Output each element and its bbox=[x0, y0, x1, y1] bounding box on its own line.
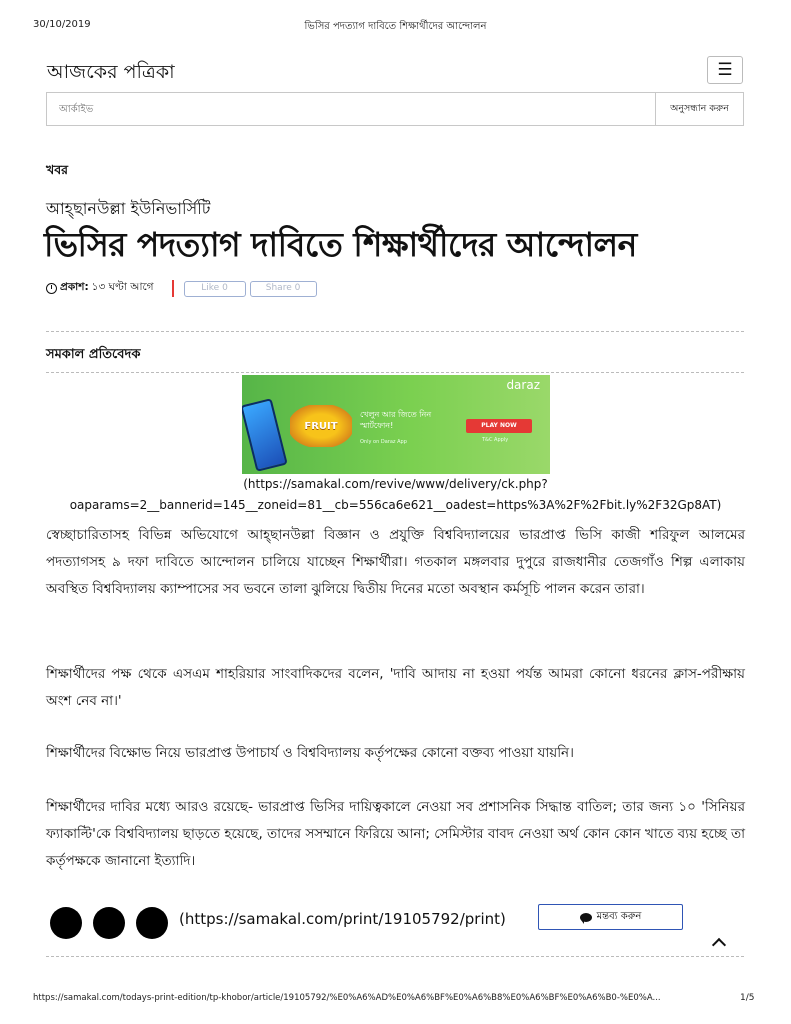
divider bbox=[46, 956, 744, 957]
ad-text: খেলুন আর জিতে নিন স্মার্টফোন! bbox=[360, 410, 432, 430]
ad-banner[interactable] bbox=[242, 375, 550, 474]
like-button[interactable]: Like 0 bbox=[184, 281, 246, 297]
share-circle-icon[interactable] bbox=[136, 907, 168, 939]
print-page-title: ভিসির পদত্যাগ দাবিতে শিক্ষার্থীদের আন্দোলন bbox=[304, 21, 487, 32]
search-bar bbox=[46, 92, 744, 126]
print-link[interactable]: (https://samakal.com/print/19105792/print) bbox=[179, 910, 506, 928]
scroll-top-button[interactable] bbox=[709, 934, 729, 950]
ad-brand: daraz bbox=[506, 378, 540, 392]
article-paragraph: শিক্ষার্থীদের দাবির মধ্যে আরও রয়েছে- ভারপ্রাপ্ত ভিসির দায়িত্বকালে নেওয়া সব প্রশাসনিক সিদ্ধান্ত বাতিল; তার জন্য ১০ 'সিনিয়র ফ্যাকাল্টি'কে বিশ্ববিদ্যালয় ছাড়তে হয়েছে, তাদের সসম্মানে ফিরিয়ে আনা; সেমিস্টার বাবদ নেওয়া অর্থ কোন কোন খাতে ব্যয় হচ্ছে তা কর্তৃপক্ষকে জানানো ইত্যাদি। bbox=[46, 799, 745, 869]
hamburger-icon: ☰ bbox=[717, 59, 733, 80]
article-paragraph: স্বেচ্ছাচারিতাসহ বিভিন্ন অভিযোগে আহ্ছানউল্লা বিজ্ঞান ও প্রযুক্তি বিশ্ববিদ্যালয়ের ভারপ্রাপ্ত ভিসি কাজী শরিফুল আলমের পদত্যাগসহ ৯ দফা দাবিতে আন্দোলন চালিয়ে যাচ্ছেন শিক্ষার্থীরা। গতকাল মঙ্গলবার দুপুরে রাজধানীর তেজগাঁও শিল্প এলাকায় অবস্থিত বিশ্ববিদ্যালয় ক্যাম্পাসের সব ভবনে তালা ঝুলিয়ে দ্বিতীয় দিনের মতো অবস্থান কর্মসূচি পালন করেন তারা। bbox=[46, 527, 745, 597]
category-label[interactable]: খবর bbox=[46, 162, 69, 177]
search-button[interactable]: অনুসন্ধান করুন bbox=[655, 93, 743, 125]
share-circle-icon[interactable] bbox=[50, 907, 82, 939]
ad-terms-text: T&C Apply bbox=[482, 437, 509, 443]
chevron-up-icon bbox=[712, 937, 726, 951]
menu-button[interactable] bbox=[707, 56, 743, 84]
search-input[interactable] bbox=[47, 93, 655, 125]
meta-divider bbox=[172, 280, 174, 297]
clock-icon bbox=[46, 283, 57, 294]
published-time: ১৩ ঘণ্টা আগে bbox=[91, 281, 154, 293]
comment-label: মন্তব্য করুন bbox=[596, 910, 642, 922]
print-footer-url: https://samakal.com/todays-print-edition/tp-khobor/article/19105792/%E0%A6%AD%E0%A6%BF%E0%A6%B8%E0%A6%BF%E0%A6%B0-%E0%A... bbox=[33, 993, 661, 1003]
comment-icon bbox=[580, 913, 592, 922]
page-number: 1/5 bbox=[740, 993, 755, 1003]
article-headline: ভিসির পদত্যাগ দাবিতে শিক্ষার্থীদের আন্দোলন bbox=[44, 225, 637, 264]
divider bbox=[46, 331, 744, 332]
game-logo bbox=[290, 405, 352, 447]
divider bbox=[46, 372, 744, 373]
share-button[interactable]: Share 0 bbox=[250, 281, 317, 297]
comment-button[interactable] bbox=[538, 904, 683, 930]
site-name[interactable]: আজকের পত্রিকা bbox=[47, 61, 175, 83]
share-icons bbox=[50, 907, 168, 939]
ad-small-text: Only on Daraz App bbox=[360, 439, 407, 445]
article-paragraph: শিক্ষার্থীদের পক্ষ থেকে এসএম শাহরিয়ার সাংবাদিকদের বলেন, 'দাবি আদায় না হওয়া পর্যন্ত আমরা কোনো ধরনের ক্লাস-পরীক্ষায় অংশ নেব না।' bbox=[46, 666, 745, 709]
article-paragraph: শিক্ষার্থীদের বিক্ষোভ নিয়ে ভারপ্রাপ্ত উপাচার্য ও বিশ্ববিদ্যালয় কর্তৃপক্ষের কোনো বক্তব্য পাওয়া যায়নি। bbox=[46, 745, 574, 761]
share-circle-icon[interactable] bbox=[93, 907, 125, 939]
ad-link[interactable] bbox=[0, 474, 791, 516]
print-date: 30/10/2019 bbox=[33, 19, 91, 30]
ad-play-button[interactable]: PLAY NOW bbox=[466, 419, 532, 433]
article-shoulder: আহ্ছানউল্লা ইউনিভার্সিটি bbox=[46, 199, 211, 218]
article-meta bbox=[46, 280, 321, 297]
game-logo-text: FRUIT bbox=[304, 420, 338, 432]
published-label: প্রকাশ: bbox=[60, 281, 89, 293]
ad-link-line: oaparams=2__bannerid=145__zoneid=81__cb=556ca6e621__oadest=https%3A%2F%2Fbit.ly%2F32Gp8AT) bbox=[69, 498, 722, 512]
ad-link-line: (https://samakal.com/revive/www/delivery/ck.php? bbox=[243, 477, 548, 491]
smartphone-image bbox=[242, 398, 288, 472]
byline: সমকাল প্রতিবেদক bbox=[46, 347, 141, 362]
